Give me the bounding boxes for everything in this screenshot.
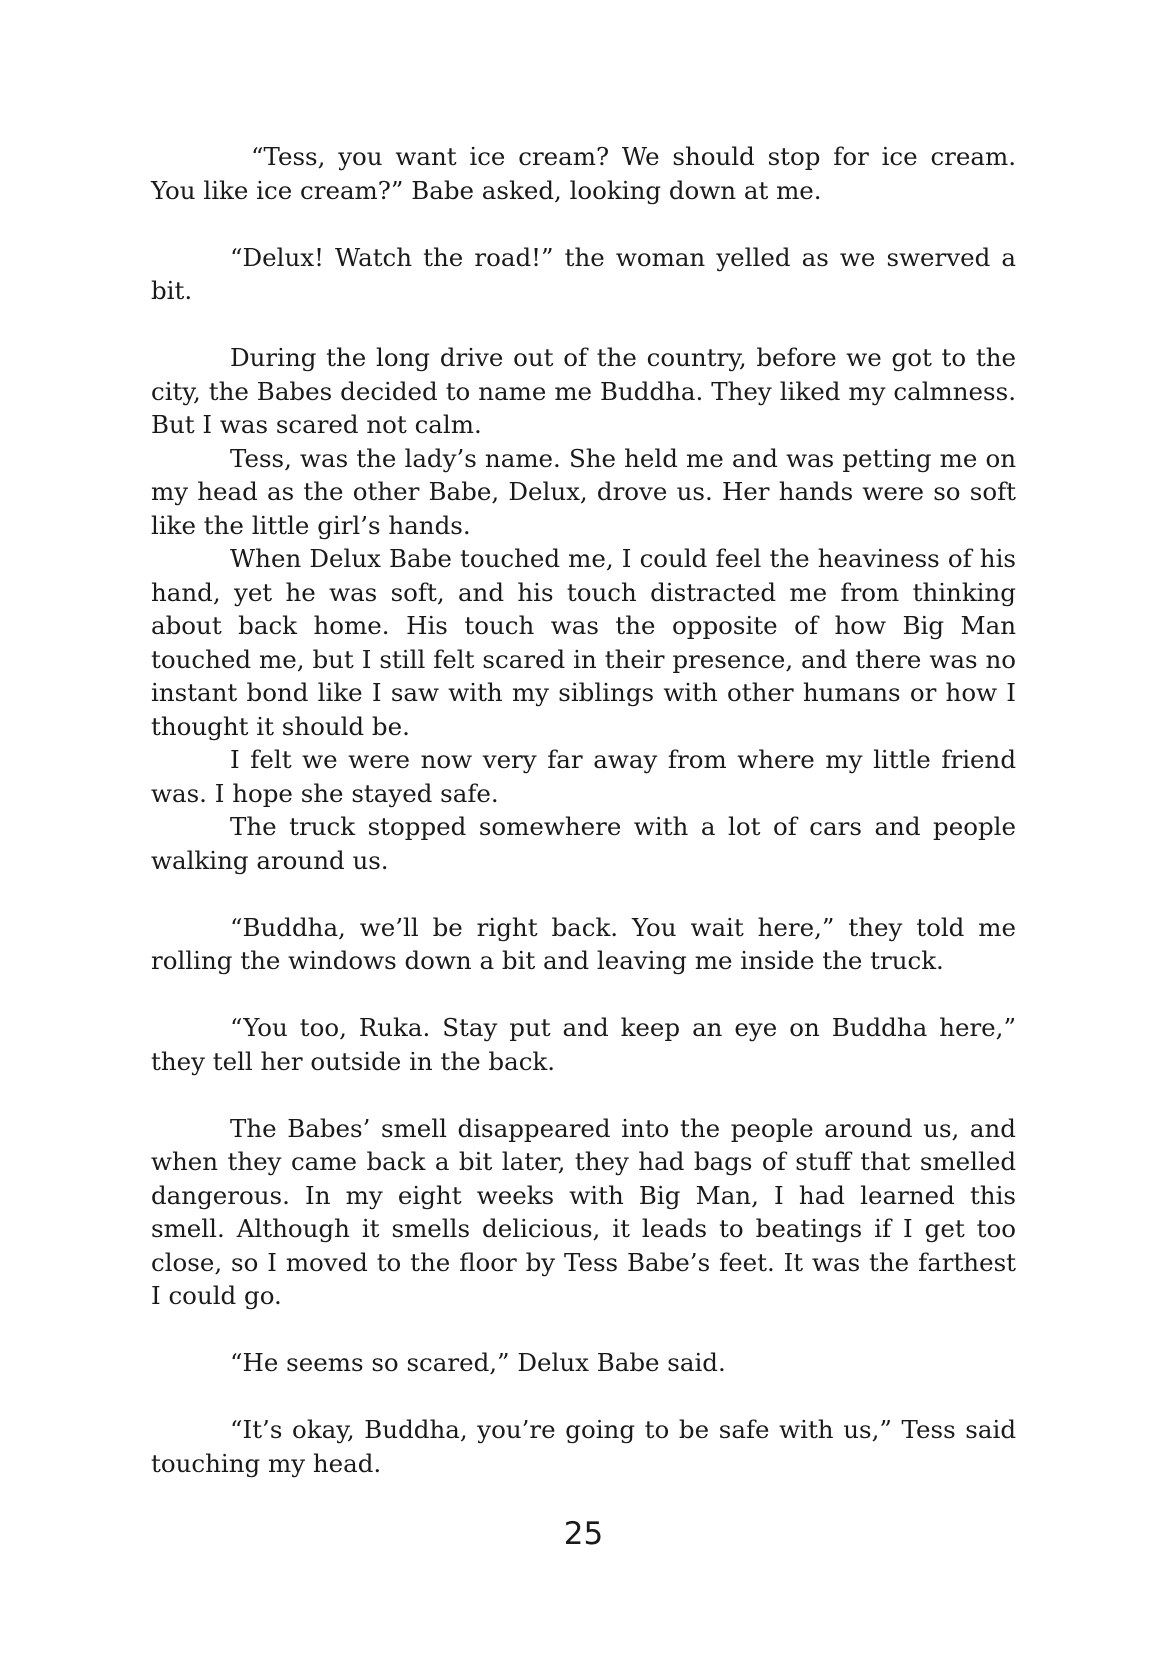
paragraph: The Babes’ smell disappeared into the people around us, and when they came back a bit later, they had bags of stuff that smelled dangerous. In my eight weeks with Big Man, I had learned this smell. Although it smells delicious, it leads to beatings if I get too close, so I moved to the floor by Tess Babe’s feet. It was the farthest I could go. [151, 1113, 1016, 1310]
paragraph: “He seems so scared,” Delux Babe said. [230, 1348, 726, 1377]
paragraph: “Buddha, we’ll be right back. You wait here,” they told me rolling the windows down a bit and leaving me inside the truck. [151, 912, 1016, 975]
paragraph: “You too, Ruka. Stay put and keep an eye on Buddha here,” they tell her outside in the back. [151, 1013, 1016, 1076]
paragraph: “Tess, you want ice cream? We should stop for ice cream. You like ice cream?” Babe asked, looking down at me. [151, 142, 1016, 205]
paragraph: During the long drive out of the country, before we got to the city, the Babes decided to name me Buddha. They liked my calmness. But I was scared not calm. [151, 343, 1016, 439]
paragraph: I felt we were now very far away from where my little friend was. I hope she stayed safe. [151, 745, 1016, 808]
paragraph: “It’s okay, Buddha, you’re going to be safe with us,” Tess said touching my head. [151, 1415, 1016, 1478]
paragraph: “Delux! Watch the road!” the woman yelled as we swerved a bit. [151, 242, 1016, 305]
body-text [151, 140, 1016, 1480]
page-number: 25 [563, 1516, 604, 1552]
paragraph: Tess, was the lady’s name. She held me and was petting me on my head as the other Babe, Delux, drove us. Her hands were so soft like the little girl’s hands. [151, 443, 1016, 540]
paragraph: The truck stopped somewhere with a lot of cars and people walking around us. [151, 812, 1016, 875]
paragraph: When Delux Babe touched me, I could feel the heaviness of his hand, yet he was soft, and his touch distracted me from thinking about back home. His touch was the opposite of how Big Man touched me, but I still felt scared in their presence, and there was no instant bond like I saw with my siblings with other humans or how I thought it should be. [151, 544, 1016, 741]
